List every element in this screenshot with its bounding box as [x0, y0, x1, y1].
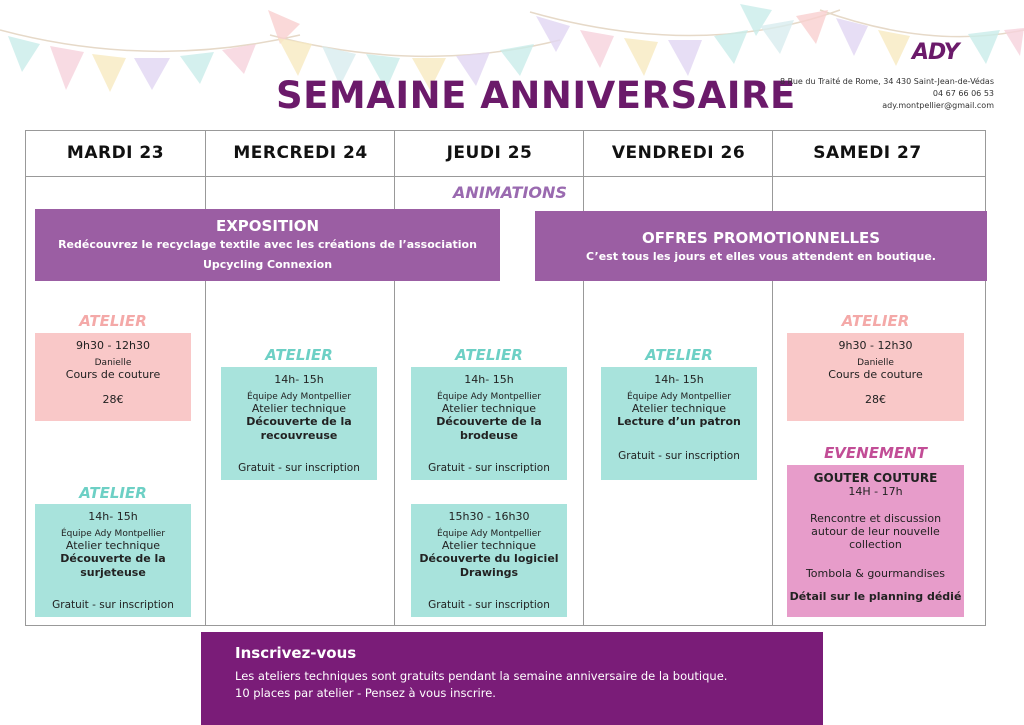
grid-header-divider [26, 176, 985, 177]
card-note: Gratuit - sur inscription [618, 450, 740, 462]
card-desc: autour de leur nouvelle [811, 525, 940, 538]
day-header-jeudi: JEUDI 25 [446, 143, 533, 163]
card-detail: Détail sur le planning dédié [789, 590, 962, 603]
ady-logo [912, 40, 992, 66]
exposition-title: EXPOSITION [215, 217, 320, 235]
card-presenter: Équipe Ady Montpellier [246, 392, 352, 402]
offres-line1: C’est tous les jours et elles vous attendent en boutique. [586, 250, 936, 263]
card-note: Gratuit - sur inscription [428, 462, 550, 474]
card-price: 28€ [865, 393, 886, 406]
card-mercredi-recouvreuse [221, 367, 377, 480]
card-subject: recouvreuse [260, 429, 338, 442]
card-type: Atelier technique [631, 402, 727, 415]
card-type: Atelier technique [251, 402, 347, 415]
atelier-label: ATELIER [645, 346, 713, 364]
footer-line2: 10 places par atelier - Pensez à vous inscrire. [235, 686, 496, 700]
card-note: Gratuit - sur inscription [428, 599, 550, 611]
grid-divider [772, 131, 773, 625]
contact-phone: 04 67 66 06 53 [932, 89, 994, 98]
card-mardi-couture [35, 333, 191, 421]
card-type: Atelier technique [441, 402, 537, 415]
card-title: GOUTER COUTURE [813, 471, 938, 485]
card-vendredi-patron [601, 367, 757, 480]
card-presenter: Équipe Ady Montpellier [436, 529, 542, 539]
contact-block [780, 76, 994, 112]
day-header-vendredi: VENDREDI 26 [611, 143, 746, 163]
card-time: 14h- 15h [654, 373, 704, 386]
card-subject: Drawings [459, 566, 519, 579]
logo-text: ADY [912, 40, 959, 65]
card-title: Cours de couture [65, 368, 161, 381]
card-time: 14h- 15h [88, 510, 138, 523]
card-time: 14h- 15h [274, 373, 324, 386]
card-subject: Découverte de la [60, 552, 166, 565]
card-presenter: Équipe Ady Montpellier [436, 392, 542, 402]
card-presenter: Danielle [94, 358, 132, 368]
atelier-label: ATELIER [841, 312, 910, 330]
footer-line1: Les ateliers techniques sont gratuits pendant la semaine anniversaire de la boutique. [235, 669, 728, 683]
offres-band [535, 211, 987, 281]
atelier-label: ATELIER [455, 346, 523, 364]
exposition-line1: Redécouvrez le recyclage textile avec les créations de l’association [58, 238, 477, 251]
day-header-mardi: MARDI 23 [66, 143, 165, 163]
exposition-line2: Upcycling Connexion [202, 258, 333, 271]
card-type: Atelier technique [441, 539, 537, 552]
animations-label: ANIMATIONS [453, 183, 567, 202]
card-subject: brodeuse [459, 429, 519, 442]
card-time: 14h- 15h [464, 373, 514, 386]
card-note: Gratuit - sur inscription [238, 462, 360, 474]
footer-title: Inscrivez-vous [235, 644, 357, 662]
card-mardi-surjeteuse [35, 504, 191, 617]
card-presenter: Équipe Ady Montpellier [626, 392, 732, 402]
day-header-mercredi: MERCREDI 24 [233, 143, 368, 163]
atelier-label: ATELIER [79, 312, 147, 330]
card-presenter: Équipe Ady Montpellier [60, 529, 166, 539]
card-type: Atelier technique [65, 539, 161, 552]
card-subject: Découverte du logiciel [419, 552, 559, 565]
card-extra: Tombola & gourmandises [805, 567, 946, 580]
card-time: 9h30 - 12h30 [838, 339, 913, 352]
card-desc: collection [849, 538, 902, 551]
card-title: Cours de couture [828, 368, 923, 381]
card-subject: surjeteuse [80, 566, 146, 579]
card-samedi-gouter [787, 465, 964, 617]
exposition-band [35, 209, 500, 281]
card-time: 14H - 17h [848, 485, 903, 498]
card-jeudi-brodeuse [411, 367, 567, 480]
card-subject: Découverte de la [436, 415, 542, 428]
page-title: SEMAINE ANNIVERSAIRE [276, 74, 796, 117]
grid-divider [394, 131, 395, 625]
card-note: Gratuit - sur inscription [52, 599, 174, 611]
card-time: 9h30 - 12h30 [76, 339, 150, 352]
card-presenter: Danielle [857, 358, 894, 368]
grid-divider [205, 131, 206, 625]
card-price: 28€ [102, 393, 124, 406]
card-jeudi-drawings [411, 504, 567, 617]
offres-title: OFFRES PROMOTIONNELLES [641, 229, 881, 247]
contact-address: 8 Rue du Traité de Rome, 34 430 Saint-Jean-de-Védas [780, 77, 994, 86]
grid-divider [583, 131, 584, 625]
card-desc: Rencontre et discussion [809, 512, 942, 525]
atelier-label: ATELIER [79, 484, 147, 502]
day-header-samedi: SAMEDI 27 [813, 143, 922, 163]
card-subject: Découverte de la [246, 415, 352, 428]
card-subject: Lecture d’un patron [617, 415, 741, 428]
evenement-label: EVENEMENT [824, 444, 927, 462]
contact-email: ady.montpellier@gmail.com [882, 101, 994, 110]
inscription-footer [201, 632, 823, 725]
card-time: 15h30 - 16h30 [448, 510, 530, 523]
atelier-label: ATELIER [265, 346, 333, 364]
card-samedi-couture [787, 333, 964, 421]
